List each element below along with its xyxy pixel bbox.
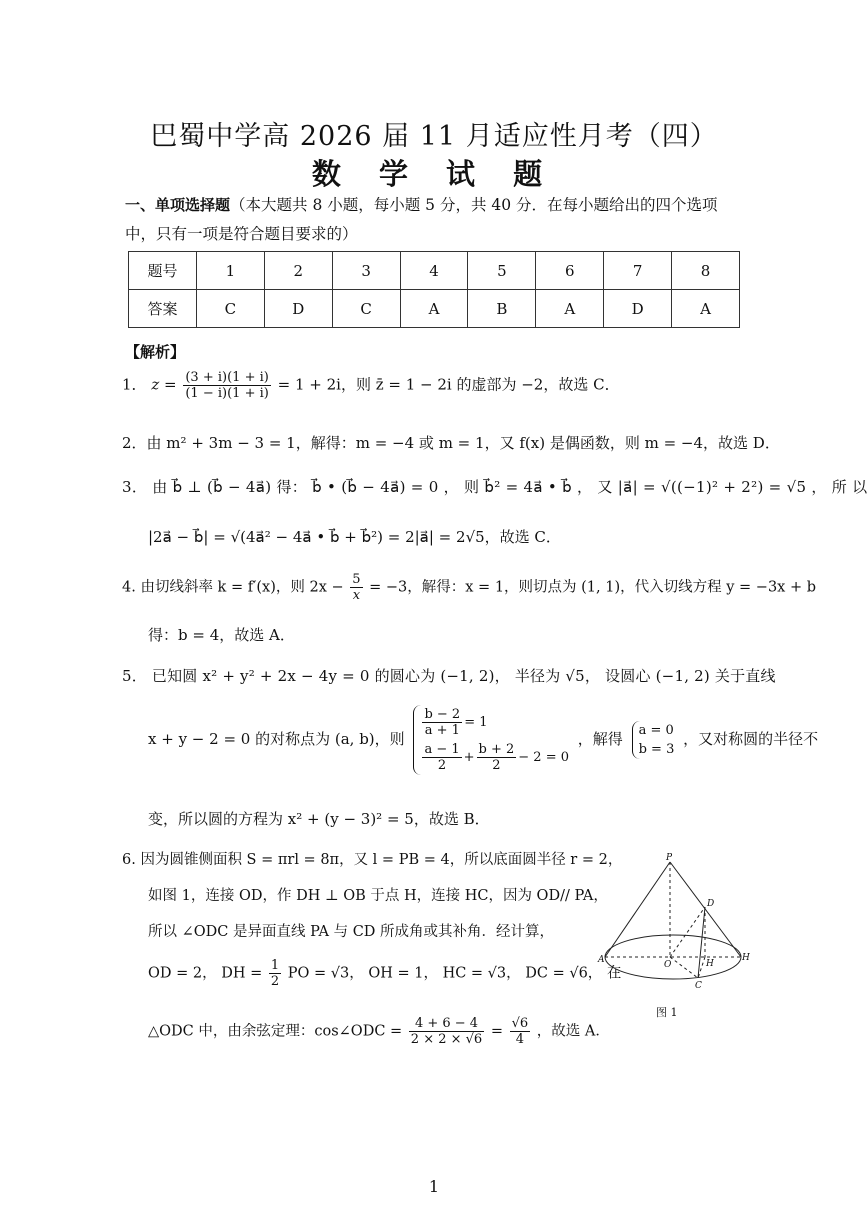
exam-title: 巴蜀中学高 2026 届 11 月适应性月考（四） — [150, 121, 718, 152]
solution-3-line-2: |2a⃗ − b⃗| = √(4a⃗² − 4a⃗ • b⃗ + b⃗²) = 2|a⃗| = 2√5，故选 C． — [148, 528, 561, 546]
denominator: 2 — [437, 758, 447, 773]
answer-cell: D — [604, 290, 672, 328]
numerator: b − 2 — [424, 707, 461, 722]
solution-4-line-2: 得：b = 4，故选 A． — [148, 626, 295, 644]
solution-text: = −3，解得：x = 1，则切点为 (1, 1)，代入切线方程 y = −3x + b — [369, 579, 817, 596]
row-label: 答案 — [129, 290, 197, 328]
section-instructions: （本大题共 8 小题，每小题 5 分，共 40 分．在每小题给出的四个选项中，只有一项是符合题目要求的） — [125, 196, 718, 243]
solution-6-line-4 — [148, 958, 621, 989]
segment-dc — [698, 907, 705, 978]
answer-cell: D — [264, 290, 332, 328]
denominator: x — [352, 588, 361, 603]
solution-6-line-5 — [148, 1016, 610, 1047]
section-title: 一、单项选择题 — [125, 196, 231, 214]
denominator: a + 1 — [424, 723, 460, 738]
solution-2: 2．由 m² + 3m − 3 = 1，解得：m = −4 或 m = 1，又 f(x) 是偶函数，则 m = −4，故选 D． — [122, 434, 780, 452]
numerator: 4 + 6 − 4 — [409, 1016, 484, 1032]
page-number: 1 — [428, 1177, 440, 1196]
label-b: H — [742, 953, 750, 963]
numerator: 1 — [270, 958, 280, 973]
answer-cell: A — [400, 290, 468, 328]
solution-5-line-1: 5． 已知圆 x² + y² + 2x − 4y = 0 的圆心为 (−1, 2)， 半径为 √5， 设圆心 (−1, 2) 关于直线 — [122, 667, 776, 685]
denominator: 2 — [270, 974, 280, 989]
segment-od — [670, 907, 705, 957]
fraction — [183, 370, 270, 401]
numerator: √6 — [511, 1016, 529, 1031]
numerator: (3 + i)(1 + i) — [185, 370, 269, 385]
label-a: A — [598, 955, 605, 965]
solution-6-line-3: 所以 ∠ODC 是异面直线 PA 与 CD 所成角或其补角．经计算， — [148, 924, 555, 940]
answer-cell: C — [196, 290, 264, 328]
solution-b: b = 3 — [638, 742, 675, 757]
label-h: H — [706, 959, 714, 969]
solution-5-line-2 — [148, 705, 818, 775]
denominator: 2 — [492, 758, 501, 773]
question-number: 5 — [468, 252, 536, 290]
solution-5-line-3: 变，所以圆的方程为 x² + (y − 3)² = 5，故选 B． — [148, 810, 490, 828]
figure-caption: 图 1 — [656, 1006, 678, 1019]
denominator: 4 — [515, 1032, 525, 1047]
table-row — [129, 252, 740, 290]
solution-text: △ODC 中，由余弦定理：cos∠ODC = — [148, 1023, 403, 1040]
solution-number: 1． — [122, 375, 147, 394]
answer-cell: C — [332, 290, 400, 328]
denominator: (1 − i)(1 + i) — [185, 386, 269, 401]
solution-6-line-1: 6. 因为圆锥侧面积 S = πrl = 8π，又 l = PB = 4，所以底面圆半径 r = 2， — [122, 852, 623, 868]
cone-edge-pa — [605, 862, 670, 957]
solution-a: a = 0 — [638, 723, 674, 738]
analysis-label: 【解析】 — [125, 343, 186, 361]
question-number: 2 — [264, 252, 332, 290]
equation-1 — [420, 705, 569, 740]
solution-text: ，又对称圆的半径不 — [683, 730, 819, 748]
solution-3-line-1: 3． 由 b⃗ ⊥ (b⃗ − 4a⃗) 得： b⃗ • (b⃗ − 4a⃗) = 0 ， 则 b⃗² = 4a⃗ • b⃗ ， 又 |a⃗| = √((−1)² + 2²) = √5 ， 所 以 — [122, 478, 868, 496]
solution-4-line-1 — [122, 572, 816, 603]
exam-subtitle: 数 学 试 题 — [311, 157, 557, 191]
equation-system — [413, 705, 569, 775]
question-number: 1 — [196, 252, 264, 290]
solution-text: OD = 2， DH = — [148, 965, 263, 982]
fraction — [409, 1016, 484, 1047]
table-row — [129, 290, 740, 328]
label-d: D — [707, 899, 715, 909]
section-heading — [125, 191, 745, 249]
question-number: 6 — [536, 252, 604, 290]
numerator: a − 1 — [424, 742, 460, 757]
fraction — [477, 742, 517, 773]
math-lhs: z = — [151, 375, 177, 394]
solution-text: ，则 z̄ = 1 − 2i 的虚部为 −2，故选 C． — [340, 375, 620, 394]
segment-oc — [670, 957, 698, 978]
answer-cell: A — [536, 290, 604, 328]
label-o: O — [664, 960, 672, 970]
equation-2: $\frac{a - 1}{2}$ + $\frac{b + 2}{2}$ − 2 = 0 — [424, 742, 570, 773]
row-label: 题号 — [129, 252, 197, 290]
fraction — [350, 572, 362, 603]
question-number: 3 — [332, 252, 400, 290]
denominator: 2 × 2 × √6 — [410, 1032, 483, 1047]
equals-sign: = — [490, 1023, 503, 1040]
numerator: 5 — [352, 572, 361, 587]
question-number: 4 — [400, 252, 468, 290]
label-p: P — [666, 853, 673, 863]
solution-text: PO = √3， OH = 1， HC = √3， DC = √6， 在 — [287, 965, 622, 982]
question-number: 8 — [672, 252, 740, 290]
answer-cell: B — [468, 290, 536, 328]
solution-text: ，故选 A． — [536, 1023, 610, 1040]
solution-1 — [122, 370, 620, 401]
equation-rhs: = 1 — [464, 715, 488, 730]
answer-table — [128, 251, 740, 328]
fraction — [510, 1016, 531, 1047]
solution-6-line-2: 如图 1，连接 OD，作 DH ⊥ OB 于点 H，连接 HC，因为 OD// PA， — [148, 888, 608, 904]
fraction — [422, 707, 462, 738]
fraction — [269, 958, 281, 989]
equation-rhs: − 2 = 0 — [518, 750, 570, 765]
label-c: C — [695, 981, 702, 991]
cone-figure — [598, 852, 748, 992]
solution-text: 4. 由切线斜率 k = f′(x)，则 2x − — [122, 579, 344, 596]
numerator: b + 2 — [478, 742, 515, 757]
answer-cell: A — [672, 290, 740, 328]
math-rhs: = 1 + 2i — [277, 375, 341, 394]
fraction — [422, 742, 461, 773]
question-number: 7 — [604, 252, 672, 290]
solution-text: ，解得 — [577, 730, 623, 748]
solution-system — [632, 721, 675, 759]
solution-text: x + y − 2 = 0 的对称点为 (a, b)，则 — [148, 730, 405, 748]
